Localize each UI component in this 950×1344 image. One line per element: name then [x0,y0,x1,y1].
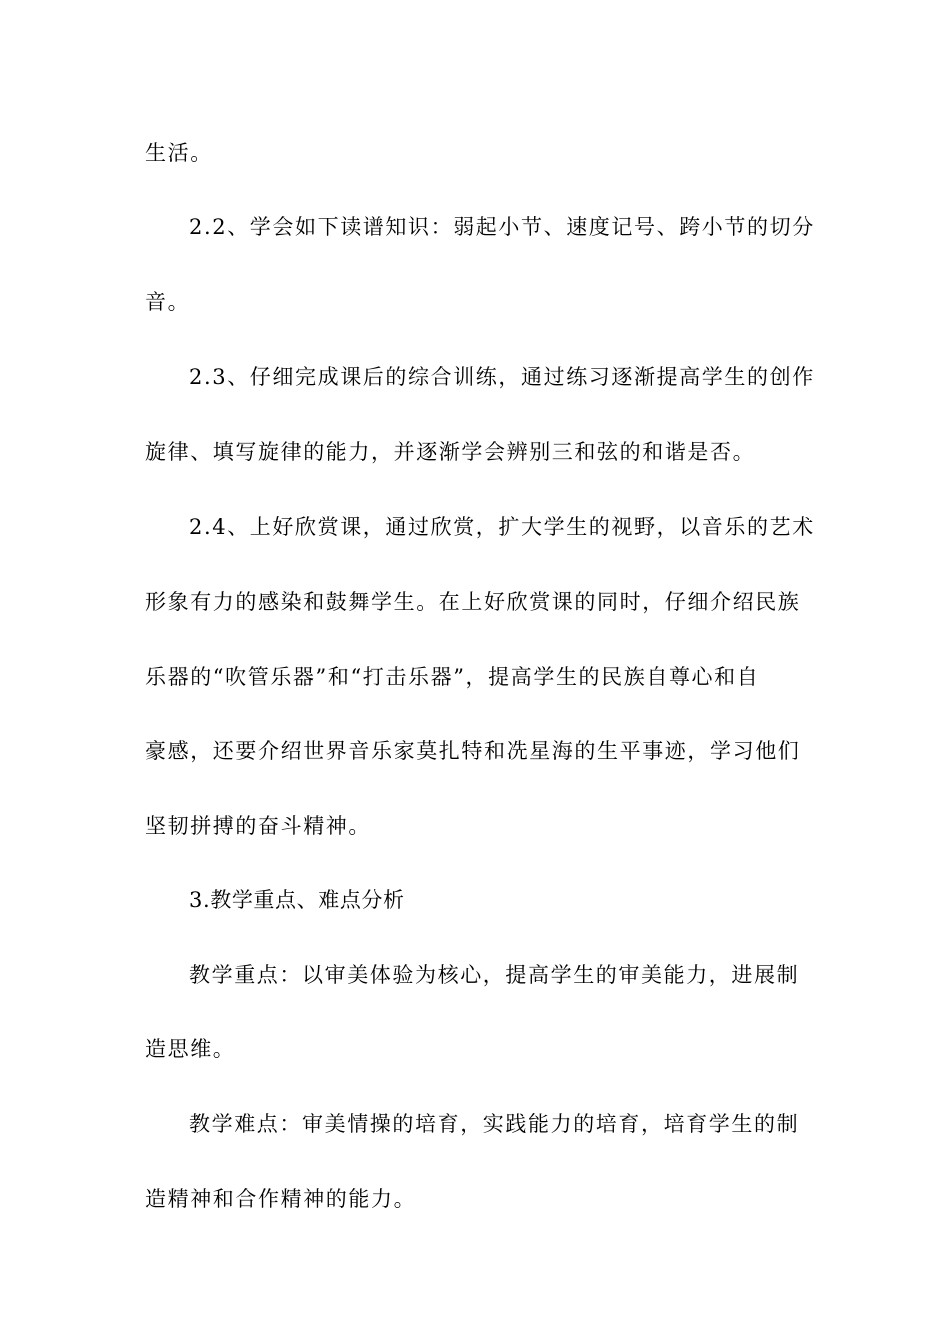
paragraph-line: 生活。 [145,141,213,165]
paragraph-line: 形象有力的感染和鼓舞学生。在上好欣赏课的同时，仔细介绍民族 [145,590,801,614]
paragraph-line: 2.3、仔细完成课后的综合训练，通过练习逐渐提高学生的创作 [189,365,815,389]
section-heading: 3.教学重点、难点分析 [189,888,405,912]
paragraph-line: 乐器的“吹管乐器”和“打击乐器”，提高学生的民族自尊心和自 [145,665,760,689]
paragraph-line: 2.4、上好欣赏课，通过欣赏，扩大学生的视野，以音乐的艺术 [189,515,815,539]
paragraph-line: 教学重点：以审美体验为核心，提高学生的审美能力，进展制 [189,963,800,987]
paragraph-line: 旋律、填写旋律的能力，并逐渐学会辨别三和弦的和谐是否。 [145,440,756,464]
paragraph-line: 教学难点：审美情操的培育，实践能力的培育，培育学生的制 [189,1112,800,1136]
paragraph-line: 坚韧拼搏的奋斗精神。 [145,814,371,838]
paragraph-line: 豪感，还要介绍世界音乐家莫扎特和冼星海的生平事迹，学习他们 [145,739,801,763]
paragraph-line: 造精神和合作精神的能力。 [145,1187,417,1211]
paragraph-line: 音。 [145,290,191,314]
paragraph-line: 造思维。 [145,1037,236,1061]
paragraph-line: 2.2、学会如下读谱知识：弱起小节、速度记号、跨小节的切分 [189,215,815,239]
